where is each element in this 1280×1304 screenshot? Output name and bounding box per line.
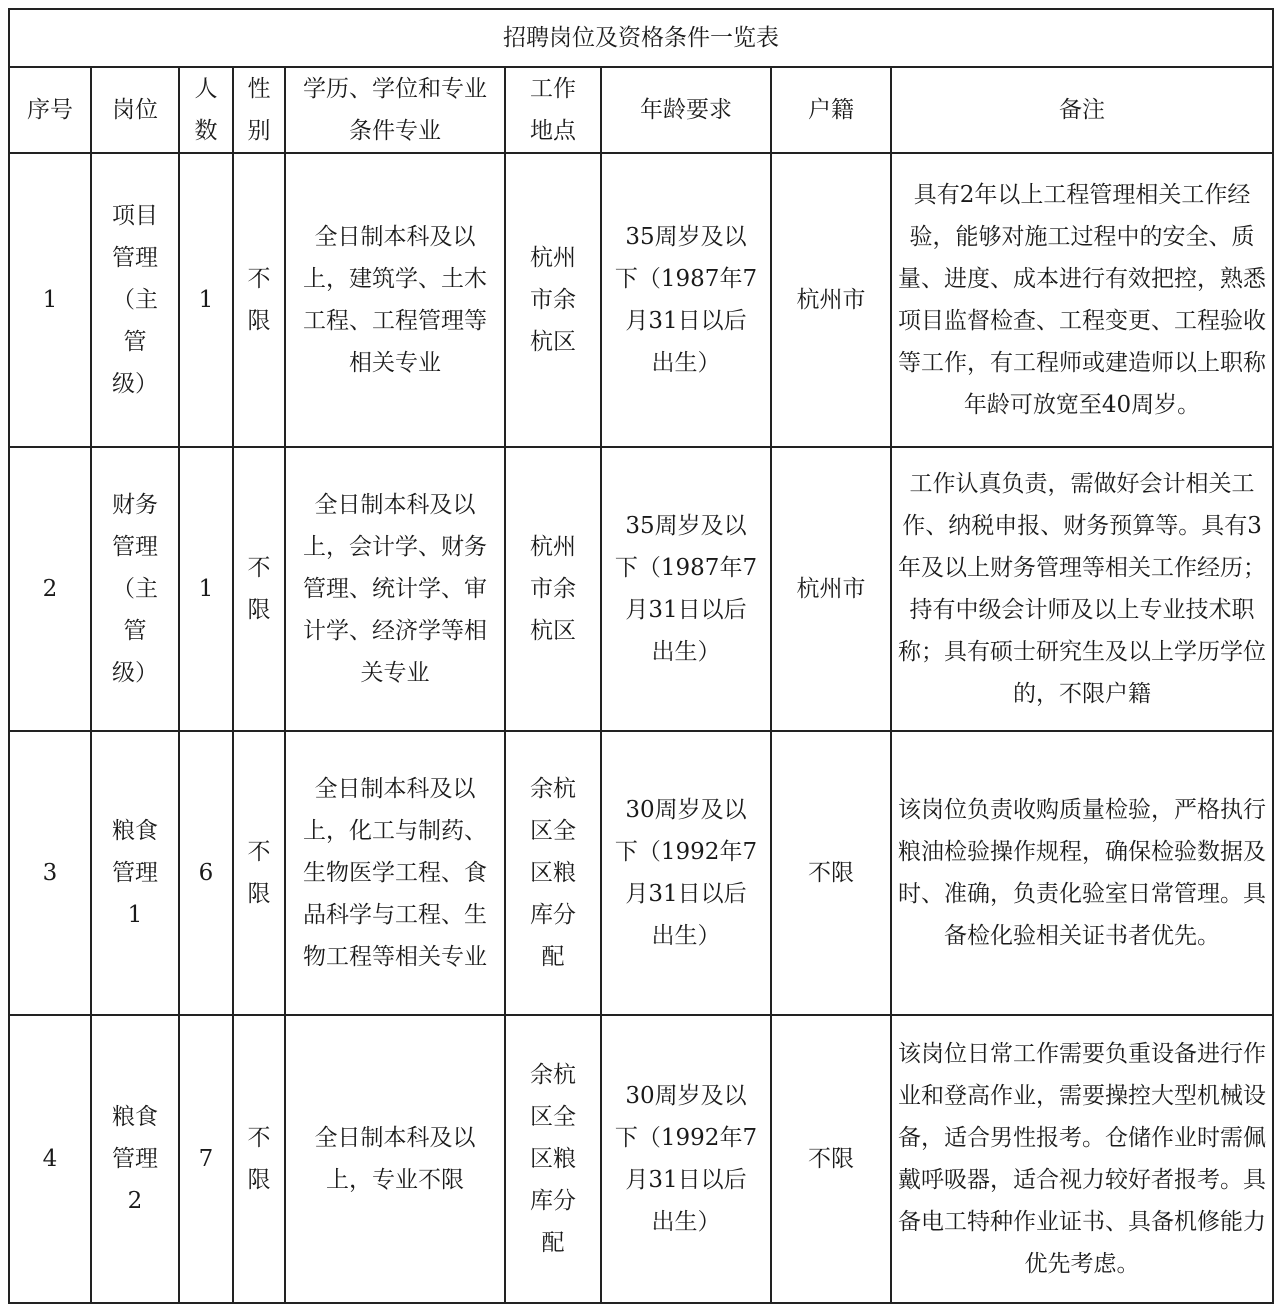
- cell-gender: 不限: [233, 731, 285, 1015]
- cell-no: 3: [9, 731, 91, 1015]
- table-row: [9, 1015, 1273, 1303]
- cell-post: 粮食管理2: [91, 1015, 179, 1303]
- header-no: 序号: [9, 67, 91, 153]
- cell-age: 30周岁及以下（1992年7月31日以后出生）: [601, 731, 771, 1015]
- header-age: 年龄要求: [601, 67, 771, 153]
- cell-count: 1: [179, 447, 233, 731]
- cell-hukou: 杭州市: [771, 153, 891, 447]
- header-hukou: 户籍: [771, 67, 891, 153]
- cell-note: 该岗位负责收购质量检验，严格执行粮油检验操作规程，确保检验数据及时、准确，负责化验室日常管理。具备检化验相关证书者优先。: [891, 731, 1273, 1015]
- cell-gender: 不限: [233, 153, 285, 447]
- cell-education: 全日制本科及以上，会计学、财务管理、统计学、审计学、经济学等相关专业: [285, 447, 505, 731]
- cell-education: 全日制本科及以上，化工与制药、生物医学工程、食品科学与工程、生物工程等相关专业: [285, 731, 505, 1015]
- cell-count: 1: [179, 153, 233, 447]
- table-row: [9, 447, 1273, 731]
- cell-note: 该岗位日常工作需要负重设备进行作业和登高作业，需要操控大型机械设备，适合男性报考。仓储作业时需佩戴呼吸器，适合视力较好者报考。具备电工特种作业证书、具备机修能力优先考虑。: [891, 1015, 1273, 1303]
- header-note: 备注: [891, 67, 1273, 153]
- header-gender: 性别: [233, 67, 285, 153]
- cell-location: 杭州市余杭区: [505, 153, 601, 447]
- cell-age: 35周岁及以下（1987年7月31日以后出生）: [601, 153, 771, 447]
- cell-age: 30周岁及以下（1992年7月31日以后出生）: [601, 1015, 771, 1303]
- cell-gender: 不限: [233, 1015, 285, 1303]
- cell-note: 工作认真负责，需做好会计相关工作、纳税申报、财务预算等。具有3年及以上财务管理等相关工作经历；持有中级会计师及以上专业技术职称；具有硕士研究生及以上学历学位的，不限户籍: [891, 447, 1273, 731]
- cell-no: 2: [9, 447, 91, 731]
- cell-education: 全日制本科及以上，建筑学、土木工程、工程管理等相关专业: [285, 153, 505, 447]
- cell-note: 具有2年以上工程管理相关工作经验，能够对施工过程中的安全、质量、进度、成本进行有效把控，熟悉项目监督检查、工程变更、工程验收等工作，有工程师或建造师以上职称年龄可放宽至40周岁。: [891, 153, 1273, 447]
- cell-location: 余杭区全区粮库分配: [505, 1015, 601, 1303]
- cell-education: 全日制本科及以上，专业不限: [285, 1015, 505, 1303]
- cell-hukou: 杭州市: [771, 447, 891, 731]
- table-row: [9, 153, 1273, 447]
- cell-location: 余杭区全区粮库分配: [505, 731, 601, 1015]
- header-education: 学历、学位和专业条件专业: [285, 67, 505, 153]
- cell-post: 粮食管理1: [91, 731, 179, 1015]
- cell-hukou: 不限: [771, 731, 891, 1015]
- table-title: 招聘岗位及资格条件一览表: [9, 9, 1273, 67]
- cell-post: 财务管理（主管级）: [91, 447, 179, 731]
- cell-hukou: 不限: [771, 1015, 891, 1303]
- cell-location: 杭州市余杭区: [505, 447, 601, 731]
- header-location: 工作地点: [505, 67, 601, 153]
- cell-count: 6: [179, 731, 233, 1015]
- cell-post: 项目管理（主管级）: [91, 153, 179, 447]
- cell-no: 1: [9, 153, 91, 447]
- cell-no: 4: [9, 1015, 91, 1303]
- header-count: 人数: [179, 67, 233, 153]
- header-post: 岗位: [91, 67, 179, 153]
- cell-count: 7: [179, 1015, 233, 1303]
- cell-age: 35周岁及以下（1987年7月31日以后出生）: [601, 447, 771, 731]
- recruitment-table: [8, 8, 1274, 1304]
- cell-gender: 不限: [233, 447, 285, 731]
- table-row: [9, 731, 1273, 1015]
